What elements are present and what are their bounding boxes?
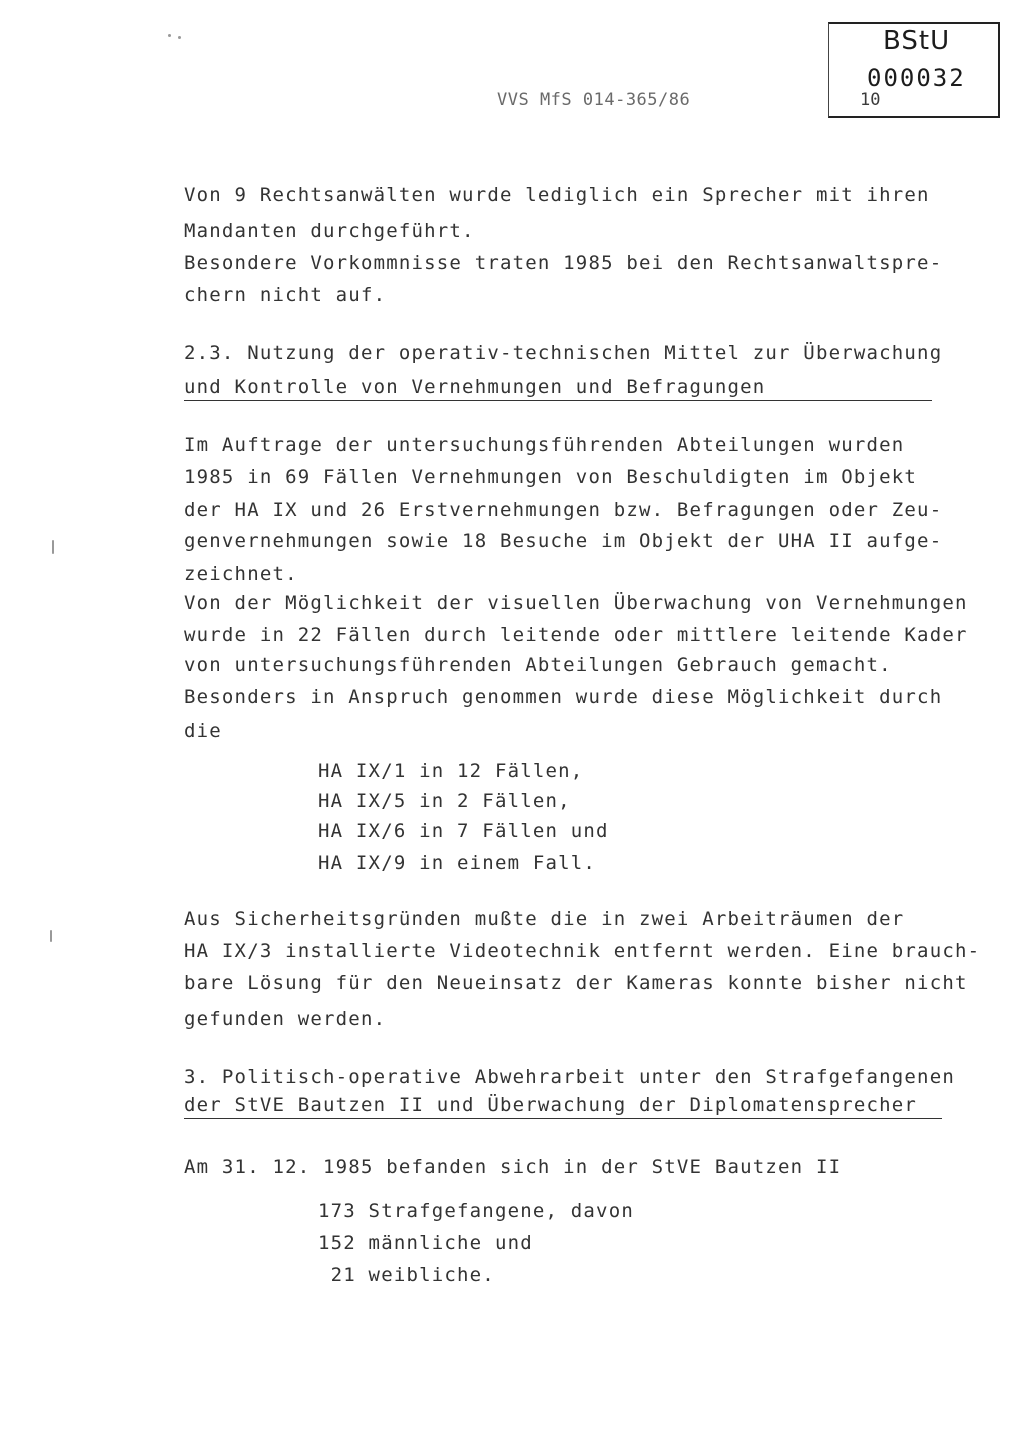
document-reference: VVS MfS 014-365/86 (497, 90, 691, 110)
list-item: HA IX/6 in 7 Fällen und (318, 820, 609, 842)
paragraph-line: genvernehmungen sowie 18 Besuche im Objekt der UHA II aufge- (184, 530, 943, 552)
list-item: 21 weibliche. (318, 1264, 495, 1286)
list-item: HA IX/9 in einem Fall. (318, 852, 597, 874)
paragraph-line: die (184, 720, 222, 742)
heading-underline (184, 1118, 942, 1119)
paragraph-line: Am 31. 12. 1985 befanden sich in der StVE Bautzen II (184, 1156, 842, 1178)
paragraph-line: Besonders in Anspruch genommen wurde diese Möglichkeit durch (184, 686, 943, 708)
paragraph-line: Besondere Vorkommnisse traten 1985 bei den Rechtsanwaltspre- (184, 252, 943, 274)
paragraph-line: chern nicht auf. (184, 284, 387, 306)
page-number: 10 (860, 90, 881, 110)
list-item: HA IX/5 in 2 Fällen, (318, 790, 571, 812)
paragraph-line: Von 9 Rechtsanwälten wurde lediglich ein Sprecher mit ihren (184, 184, 930, 206)
heading-underline (184, 400, 932, 401)
paragraph-line: zeichnet. (184, 563, 298, 585)
paragraph-line: 1985 in 69 Fällen Vernehmungen von Beschuldigten im Objekt (184, 466, 918, 488)
scan-speck (178, 36, 181, 39)
list-item: 173 Strafgefangene, davon (318, 1200, 634, 1222)
section-heading: und Kontrolle von Vernehmungen und Befragungen (184, 376, 766, 398)
paragraph-line: bare Lösung für den Neueinsatz der Kameras konnte bisher nicht (184, 972, 968, 994)
scan-speck (50, 930, 52, 942)
paragraph-line: Aus Sicherheitsgründen mußte die in zwei Arbeiträumen der (184, 908, 905, 930)
scan-speck (168, 34, 171, 37)
paragraph-line: Im Auftrage der untersuchungsführenden Abteilungen wurden (184, 434, 905, 456)
section-heading: 2.3. Nutzung der operativ-technischen Mittel zur Überwachung (184, 342, 943, 364)
stamp-number: 000032 (867, 64, 966, 92)
stamp-org: BStU (883, 26, 951, 56)
paragraph-line: gefunden werden. (184, 1008, 387, 1030)
section-heading: 3. Politisch-operative Abwehrarbeit unter den Strafgefangenen (184, 1066, 955, 1088)
scan-speck (52, 540, 54, 554)
paragraph-line: HA IX/3 installierte Videotechnik entfernt werden. Eine brauch- (184, 940, 981, 962)
list-item: HA IX/1 in 12 Fällen, (318, 760, 584, 782)
archive-stamp (828, 22, 1000, 118)
paragraph-line: wurde in 22 Fällen durch leitende oder mittlere leitende Kader (184, 624, 968, 646)
list-item: 152 männliche und (318, 1232, 533, 1254)
paragraph-line: der HA IX und 26 Erstvernehmungen bzw. Befragungen oder Zeu- (184, 499, 943, 521)
paragraph-line: von untersuchungsführenden Abteilungen Gebrauch gemacht. (184, 654, 892, 676)
section-heading: der StVE Bautzen II und Überwachung der Diplomatensprecher (184, 1094, 918, 1116)
paragraph-line: Von der Möglichkeit der visuellen Überwachung von Vernehmungen (184, 592, 968, 614)
paragraph-line: Mandanten durchgeführt. (184, 220, 475, 242)
